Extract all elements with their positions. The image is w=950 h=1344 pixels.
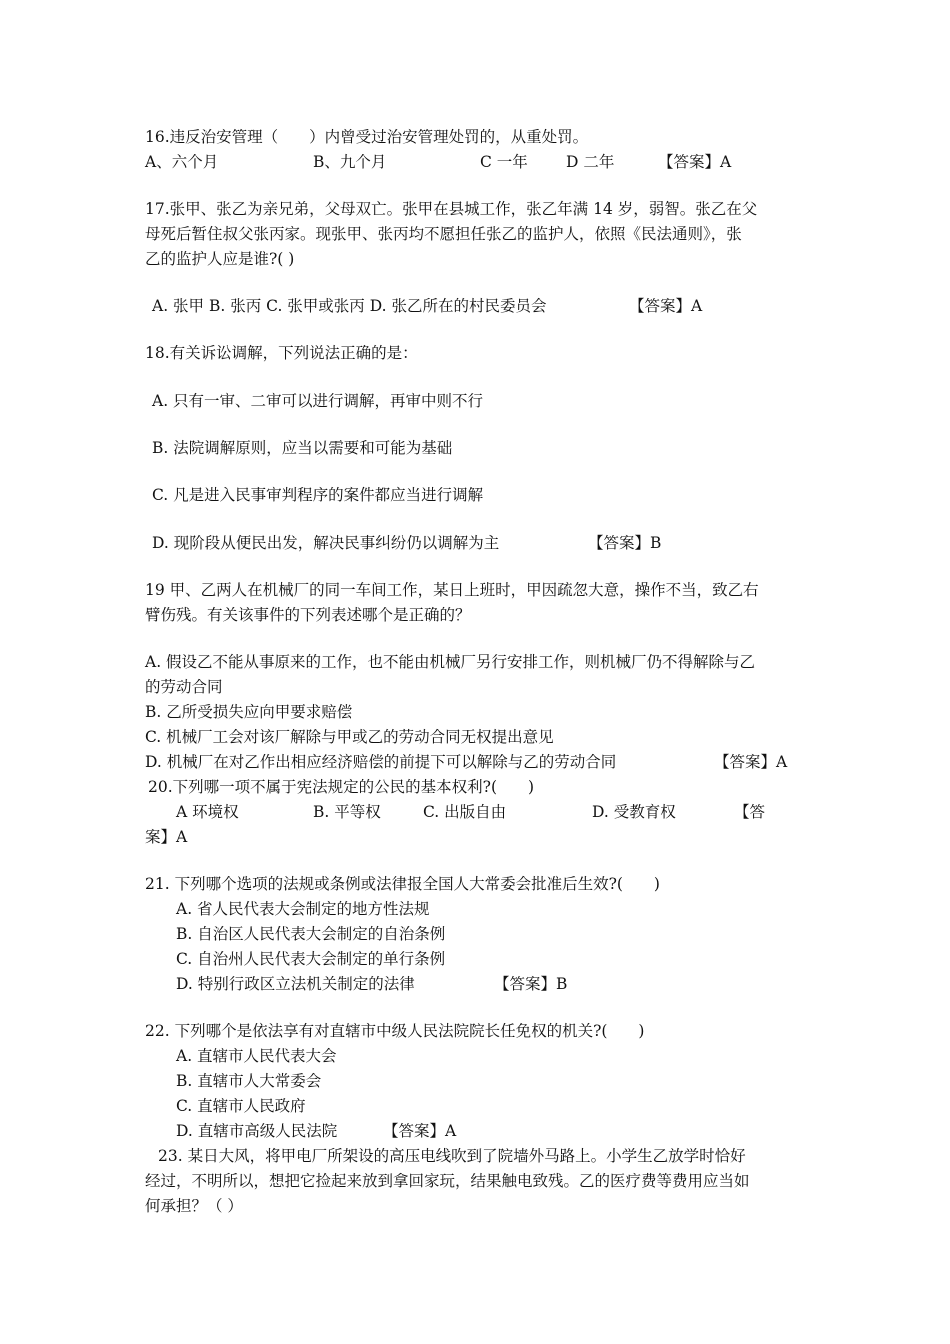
q21-option-a: A. 省人民代表大会制定的地方性法规: [176, 900, 430, 918]
q18-stem: 18.有关诉讼调解，下列说法正确的是：: [145, 344, 418, 362]
q19-stem-line2: 臂伤残。有关该事件的下列表述哪个是正确的？: [145, 606, 471, 624]
q19-option-d: D. 机械厂在对乙作出相应经济赔偿的前提下可以解除与乙的劳动合同: [145, 753, 617, 771]
q21-option-d: D. 特别行政区立法机关制定的法律: [176, 975, 415, 993]
q17-answer: 【答案】A: [629, 297, 703, 315]
q20-stem: 20.下列哪一项不属于宪法规定的公民的基本权利?( ): [148, 778, 535, 796]
q19-option-a-line2: 的劳动合同: [145, 678, 223, 696]
q19-stem-line1: 19 甲、乙两人在机械厂的同一车间工作，某日上班时，甲因疏忽大意，操作不当，致乙右: [145, 581, 759, 599]
q16-option-c: C 一年: [480, 153, 528, 171]
q20-option-c: C. 出版自由: [423, 803, 507, 821]
q16-option-a: A、六个月: [145, 153, 219, 171]
q22-option-b: B. 直辖市人大常委会: [176, 1072, 322, 1090]
q21-answer: 【答案】B: [494, 975, 568, 993]
q20-option-b: B. 平等权: [313, 803, 381, 821]
q16-option-b: B、九个月: [313, 153, 387, 171]
q20-option-a: A 环境权: [176, 803, 239, 821]
q18-option-c: C. 凡是进入民事审判程序的案件都应当进行调解: [152, 486, 484, 504]
q23-stem-line1: 23. 某日大风，将甲电厂所架设的高压电线吹到了院墙外马路上。小学生乙放学时恰好: [158, 1147, 746, 1165]
q22-stem: 22. 下列哪个是依法享有对直辖市中级人民法院院长任免权的机关?( ): [145, 1022, 645, 1040]
q19-answer: 【答案】A: [714, 753, 788, 771]
q18-answer: 【答案】B: [588, 534, 662, 552]
q17-stem-line2: 母死后暂住叔父张丙家。现张甲、张丙均不愿担任张乙的监护人，依照《民法通则》，张: [145, 225, 742, 243]
q18-option-d: D. 现阶段从便民出发，解决民事纠纷仍以调解为主: [152, 534, 500, 552]
q17-stem-line1: 17.张甲、张乙为亲兄弟，父母双亡。张甲在县城工作，张乙年满 14 岁，弱智。张乙在父: [145, 200, 758, 218]
q18-option-b: B. 法院调解原则，应当以需要和可能为基础: [152, 439, 453, 457]
q22-option-a: A. 直辖市人民代表大会: [176, 1047, 337, 1065]
q16-option-d: D 二年: [566, 153, 615, 171]
q19-option-b: B. 乙所受损失应向甲要求赔偿: [145, 703, 353, 721]
q18-option-a: A. 只有一审、二审可以进行调解，再审中则不行: [152, 392, 484, 410]
q20-answer-part2: 案】A: [145, 828, 188, 846]
q17-stem-line3: 乙的监护人应是谁?( ): [145, 250, 295, 268]
q21-option-b: B. 自治区人民代表大会制定的自治条例: [176, 925, 446, 943]
q22-option-d: D. 直辖市高级人民法院: [176, 1122, 338, 1140]
q17-options: A. 张甲 B. 张丙 C. 张甲或张丙 D. 张乙所在的村民委员会: [152, 297, 547, 315]
q20-answer-part1: 【答: [734, 803, 766, 821]
q16-answer: 【答案】A: [658, 153, 732, 171]
q22-answer: 【答案】A: [383, 1122, 457, 1140]
q16-stem: 16.违反治安管理（ ）内曾受过治安管理处罚的，从重处罚。: [145, 128, 589, 146]
q23-stem-line2: 经过，不明所以，想把它捡起来放到拿回家玩，结果触电致残。乙的医疗费等费用应当如: [145, 1172, 750, 1190]
q21-stem: 21. 下列哪个选项的法规或条例或法律报全国人大常委会批准后生效?( ): [145, 875, 660, 893]
q23-stem-line3: 何承担？（ ）: [145, 1197, 243, 1215]
q19-option-a-line1: A. 假设乙不能从事原来的工作，也不能由机械厂另行安排工作，则机械厂仍不得解除与乙: [145, 653, 756, 671]
q22-option-c: C. 直辖市人民政府: [176, 1097, 306, 1115]
q20-option-d: D. 受教育权: [592, 803, 676, 821]
q21-option-c: C. 自治州人民代表大会制定的单行条例: [176, 950, 446, 968]
q19-option-c: C. 机械厂工会对该厂解除与甲或乙的劳动合同无权提出意见: [145, 728, 554, 746]
